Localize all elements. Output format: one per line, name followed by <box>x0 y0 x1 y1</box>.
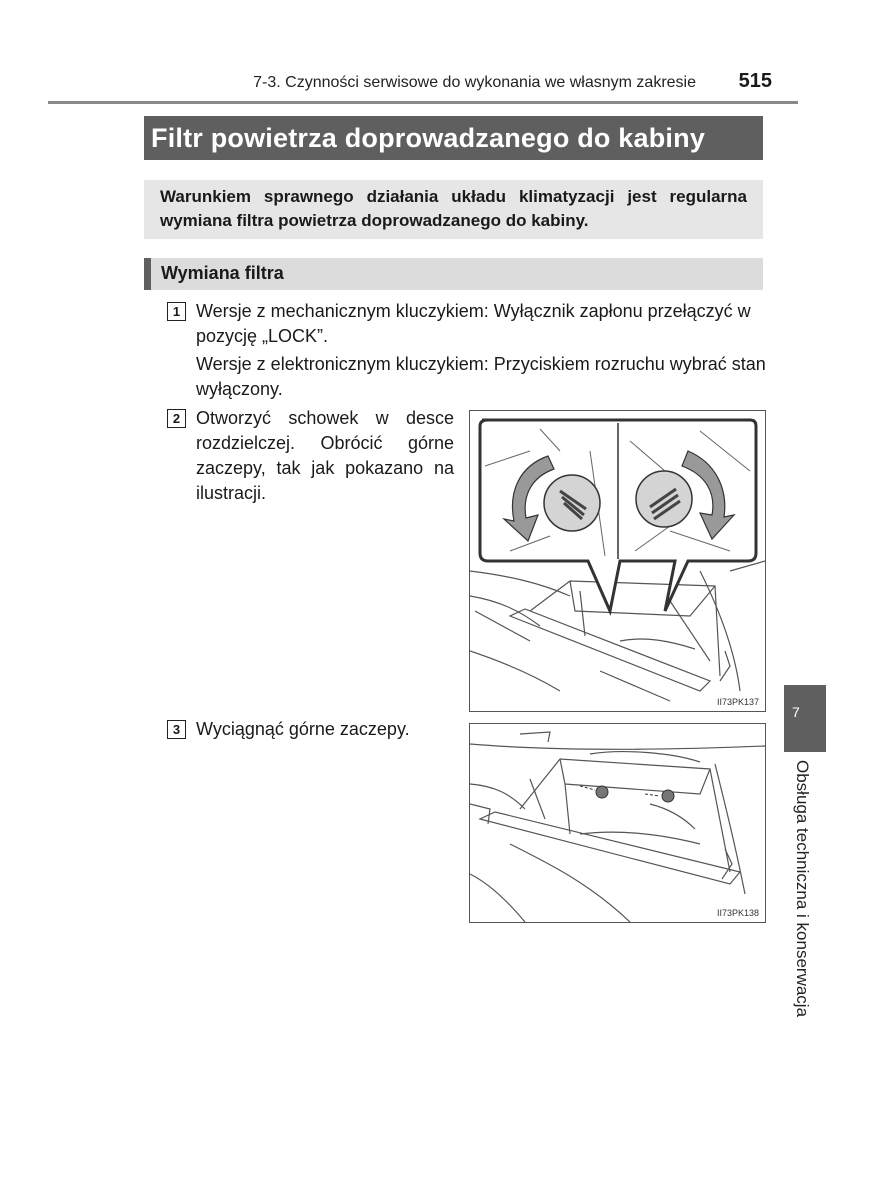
step-1-text: Wersje z mechanicznym kluczykiem: Wyłącznik zapłonu przełączyć w pozycję „LOCK”. <box>196 301 751 346</box>
glovebox-open-illustration <box>470 724 765 922</box>
figure-glovebox-latches <box>469 410 766 712</box>
chapter-side-label: Obsługa techniczna i konserwacja <box>793 760 812 1018</box>
page-header-chapter: 7-3. Czynności serwisowe do wykonania we własnym zakresie <box>253 74 696 91</box>
glovebox-latch-illustration <box>470 411 765 711</box>
step-2-text: Otworzyć schowek w desce rozdzielczej. Obrócić górne zaczepy, tak jak pokazano na ilustracji. <box>196 408 454 503</box>
figure-code-2: II73PK138 <box>716 908 759 918</box>
subheading: Wymiana filtra <box>144 258 763 290</box>
step-1-extra-text: Wersje z elektronicznym kluczykiem: Przyciskiem rozruchu wybrać stan wyłączony. <box>196 354 766 399</box>
page-number: 515 <box>738 70 772 92</box>
step-number-2: 2 <box>167 409 186 428</box>
header-rule <box>48 101 798 104</box>
step-number-3: 3 <box>167 720 186 739</box>
figure-code-1: II73PK137 <box>716 697 759 707</box>
step-number-1: 1 <box>167 302 186 321</box>
step-3-text: Wyciągnąć górne zaczepy. <box>196 719 410 739</box>
figure-remove-latches <box>469 723 766 923</box>
section-title: Filtr powietrza doprowadzanego do kabiny <box>144 116 763 160</box>
chapter-tab: 7 <box>784 685 826 752</box>
intro-box: Warunkiem sprawnego działania układu klimatyzacji jest regularna wymiana filtra powietrza doprowadzanego do kabiny. <box>144 180 763 239</box>
